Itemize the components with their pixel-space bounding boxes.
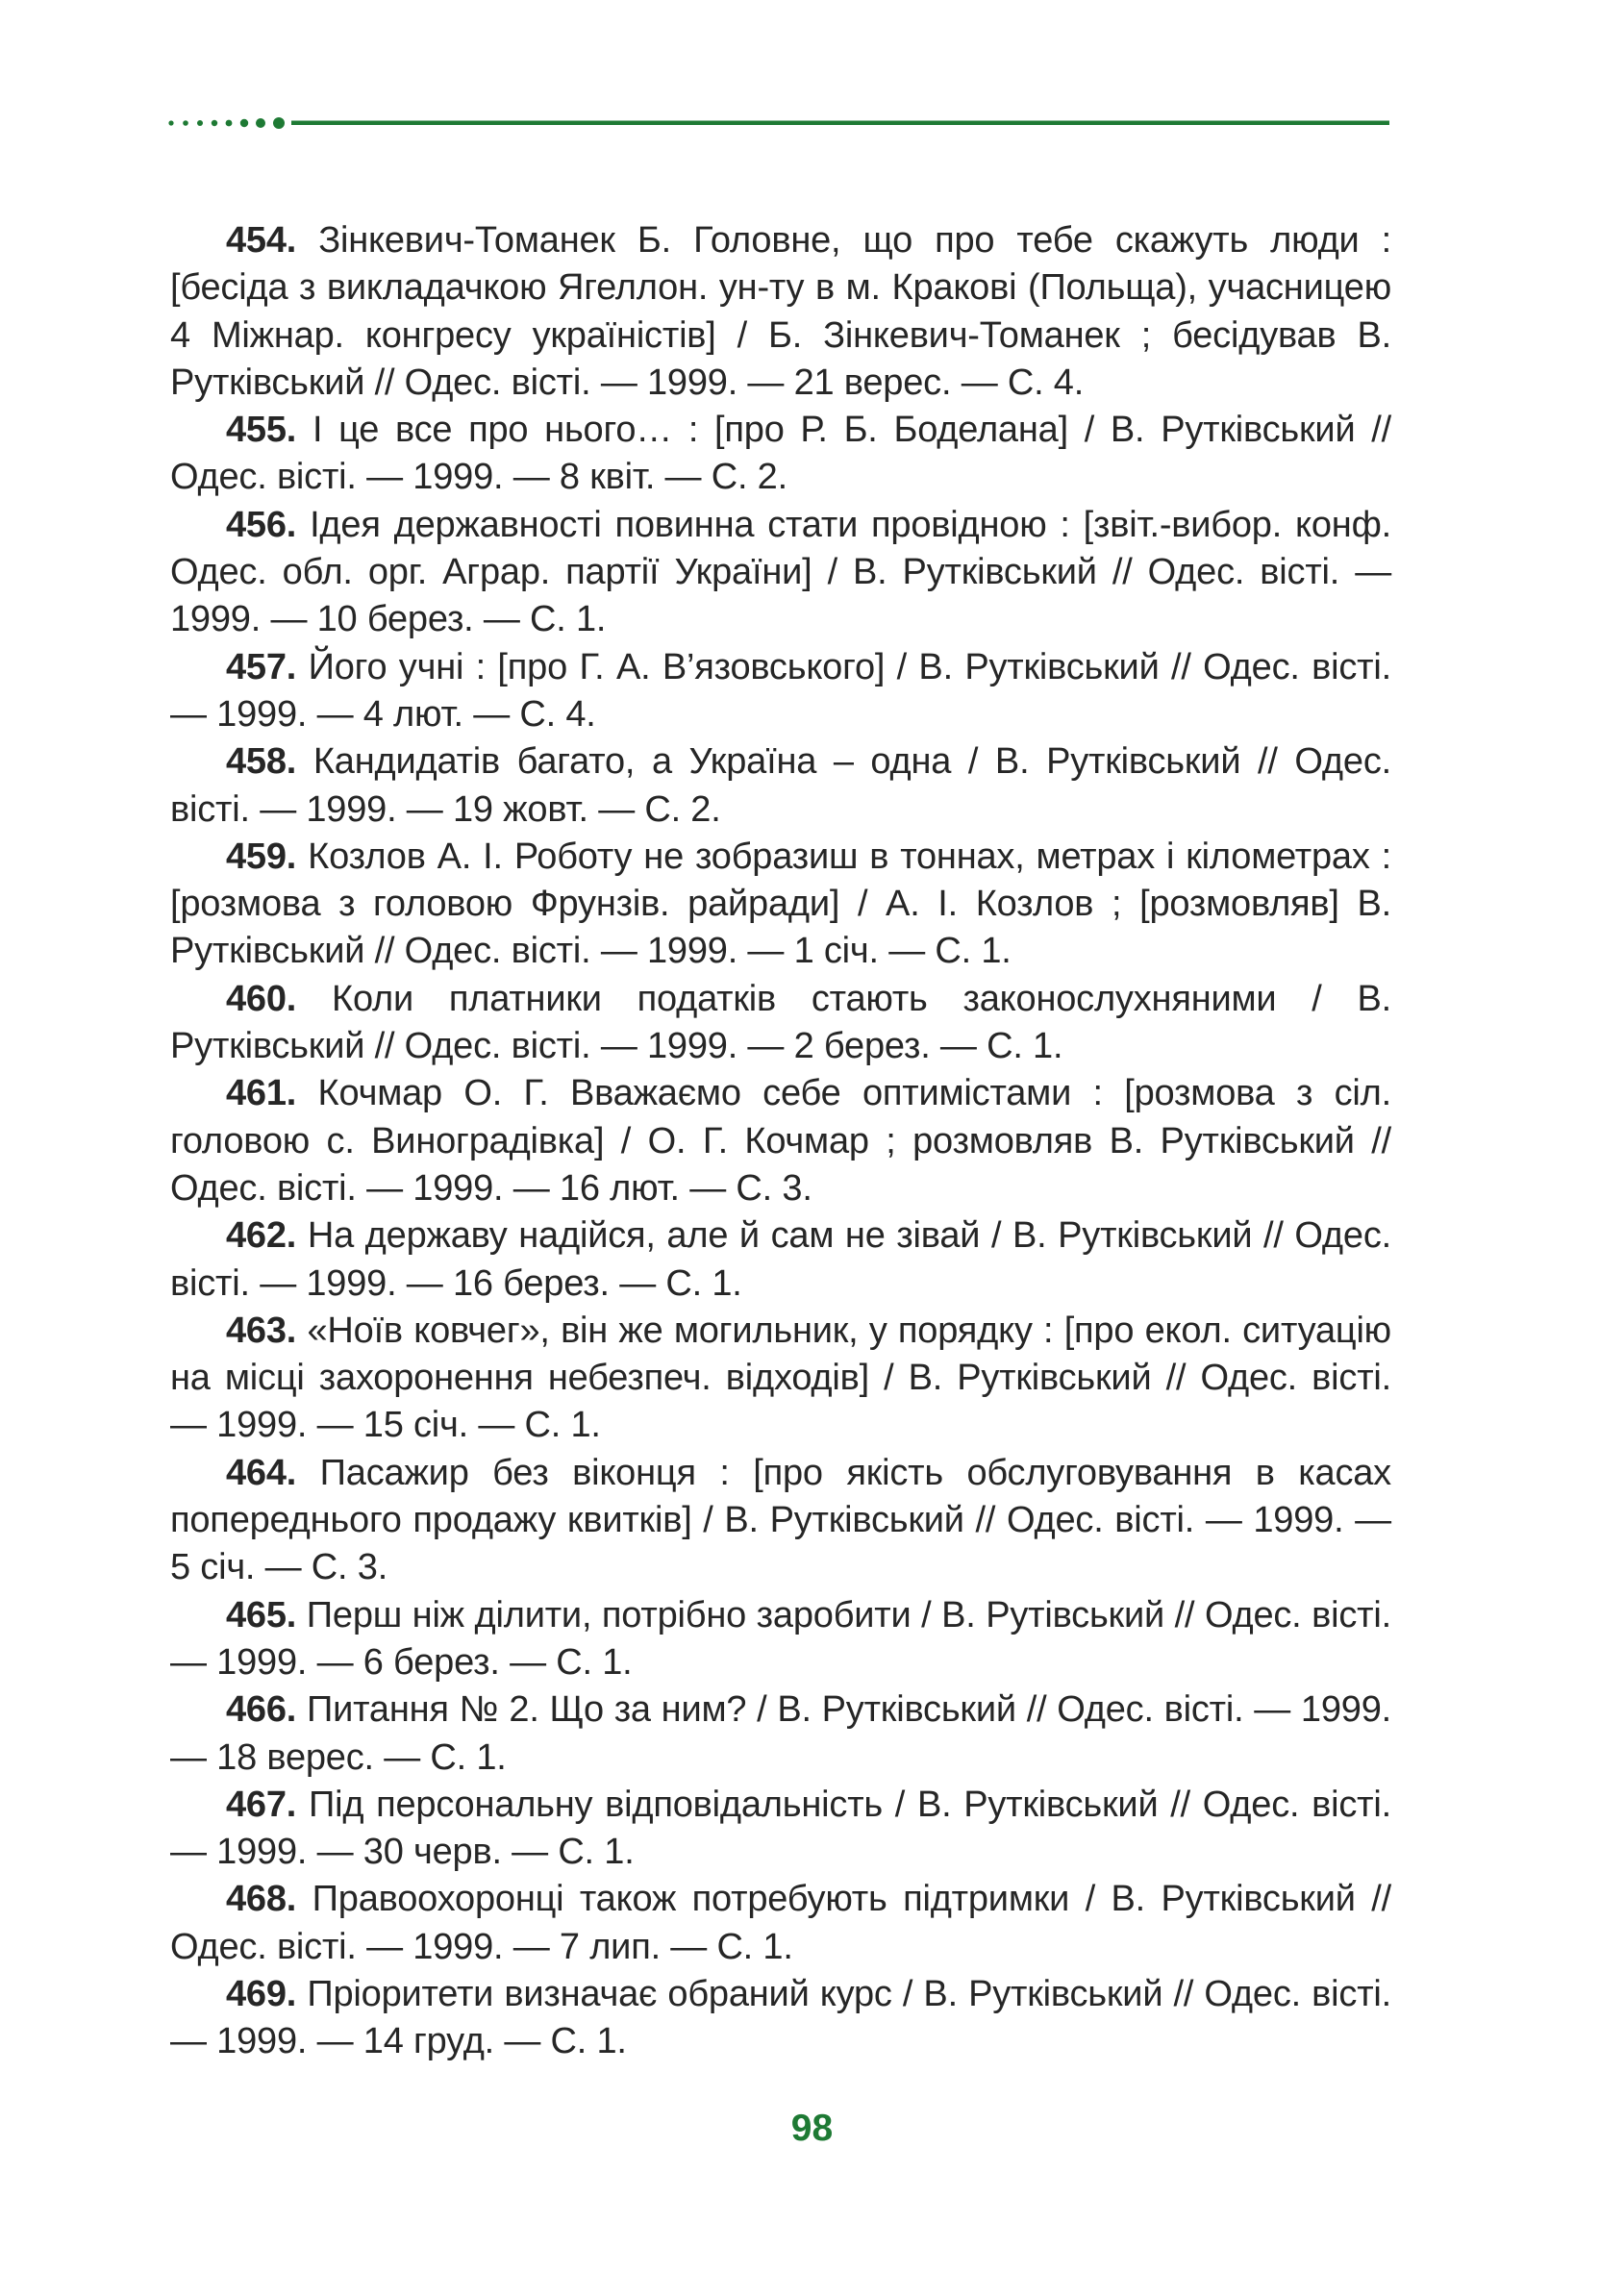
entry-number: 464. xyxy=(226,1452,297,1493)
header-decorative-rule xyxy=(168,115,1389,131)
entry-text: Кандидатів багато, а Україна – одна / В. Рутківський // Одес. вісті. — 1999. — 19 жовт. — С. 2. xyxy=(170,741,1391,830)
entry-number: 468. xyxy=(226,1879,297,1920)
bibliography-entry xyxy=(170,644,1391,739)
bibliography-entry xyxy=(170,738,1391,834)
entry-text: Коли платники податків стають законослухняними / В. Рутківський // Одес. вісті. — 1999. — 2 берез. — С. 1. xyxy=(170,978,1391,1067)
bibliography-entry xyxy=(170,834,1391,976)
entry-text: Пріоритети визначає обраний курс / В. Рутківський // Одес. вісті. — 1999. — 14 груд. — С. 1. xyxy=(170,1973,1391,2062)
bibliography-entry xyxy=(170,1070,1391,1212)
bibliography-entry xyxy=(170,1592,1391,1687)
entry-text: Ідея державності повинна стати провідною : [звіт.-вибор. конф. Одес. обл. орг. Аграр. партії України] / В. Рутківський // Одес. вісті. — 1999. — 10 берез. — С. 1. xyxy=(170,504,1391,640)
entry-text: На державу надійся, але й сам не зівай / В. Рутківський // Одес. вісті. — 1999. — 16 берез. — С. 1. xyxy=(170,1215,1391,1304)
entry-text: Під персональну відповідальність / В. Рутківський // Одес. вісті. — 1999. — 30 черв. — С. 1. xyxy=(170,1784,1391,1873)
bibliography-entry xyxy=(170,1308,1391,1450)
dotted-line-icon xyxy=(168,115,1389,131)
entry-text: Перш ніж ділити, потрібно заробити / В. Рутівський // Одес. вісті. — 1999. — 6 берез. — С. 1. xyxy=(170,1594,1391,1683)
entry-text: Правоохоронці також потребують підтримки / В. Рутківський // Одес. вісті. — 1999. — 7 лип. — С. 1. xyxy=(170,1879,1391,1967)
entry-number: 463. xyxy=(226,1310,297,1351)
entry-number: 467. xyxy=(226,1784,297,1825)
entry-number: 462. xyxy=(226,1215,297,1257)
entry-number: 465. xyxy=(226,1594,297,1635)
entry-number: 459. xyxy=(226,836,297,877)
entry-number: 460. xyxy=(226,978,297,1019)
entry-text: Кочмар О. Г. Вважаємо себе оптимістами : [розмова з сіл. головою с. Виноградівка] / О. Г. Кочмар ; розмовляв В. Рутківський // Одес. вісті. — 1999. — 16 лют. — С. 3. xyxy=(170,1073,1391,1209)
entry-number: 466. xyxy=(226,1689,297,1731)
bibliography-entry xyxy=(170,976,1391,1071)
entry-text: І це все про нього… : [про Р. Б. Боделана] / В. Рутківський // Одес. вісті. — 1999. — 8 квіт. — С. 2. xyxy=(170,410,1391,498)
entry-number: 461. xyxy=(226,1073,297,1114)
entry-number: 469. xyxy=(226,1973,297,2014)
entry-text: Питання № 2. Що за ним? / В. Рутківський // Одес. вісті. — 1999. — 18 верес. — С. 1. xyxy=(170,1689,1391,1778)
bibliography-entry xyxy=(170,217,1391,407)
entry-text: Козлов А. І. Роботу не зобразиш в тоннах, метрах і кілометрах : [розмова з головою Фрунзів. райради] / А. І. Козлов ; [розмовляв] В. Рутківський // Одес. вісті. — 1999. — 1 січ. — С. 1. xyxy=(170,836,1391,972)
entry-text: Зінкевич-Томанек Б. Головне, що про тебе скажуть люди : [бесіда з викладачкою Ягеллон. ун-ту в м. Кракові (Польща), учасницею 4 Міжнар. конгресу україністів] / Б. Зінкевич-Томанек ; бесідував В. Рутківський // Одес. вісті. — 1999. — 21 верес. — С. 4. xyxy=(170,220,1391,403)
entry-text: Його учні : [про Г. А. В’язовського] / В. Рутківський // Одес. вісті. — 1999. — 4 лют. — С. 4. xyxy=(170,646,1391,735)
entry-number: 458. xyxy=(226,741,297,783)
entry-number: 457. xyxy=(226,646,297,687)
bibliography-entry xyxy=(170,1876,1391,1971)
bibliography-list xyxy=(170,217,1391,2066)
bibliography-entry xyxy=(170,1212,1391,1308)
bibliography-entry xyxy=(170,1686,1391,1782)
entry-text: «Ноїв ковчег», він же могильник, у порядку : [про екол. ситуацію на місці захоронення небезпеч. відходів] / В. Рутківський // Одес. вісті. — 1999. — 15 січ. — С. 1. xyxy=(170,1310,1391,1446)
bibliography-entry xyxy=(170,1450,1391,1592)
page-number: 98 xyxy=(790,2108,834,2149)
entry-text: Пасажир без віконця : [про якість обслуговування в касах попереднього продажу квитків] / В. Рутківський // Одес. вісті. — 1999. — 5 січ. — С. 3. xyxy=(170,1452,1391,1588)
bibliography-entry xyxy=(170,407,1391,502)
entry-number: 454. xyxy=(226,220,297,261)
bibliography-entry xyxy=(170,502,1391,644)
entry-number: 456. xyxy=(226,504,297,545)
entry-number: 455. xyxy=(226,410,297,451)
bibliography-entry xyxy=(170,1971,1391,2066)
bibliography-entry xyxy=(170,1782,1391,1877)
